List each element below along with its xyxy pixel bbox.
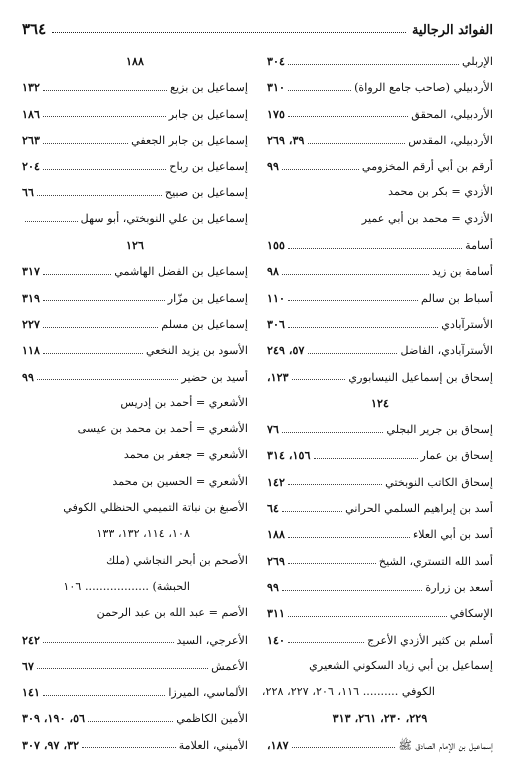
entry-pages: ٢٤٢ (22, 632, 41, 647)
dot-leader (43, 695, 165, 696)
entry-name: الأصبغ بن نباتة التميمي الحنظلي الكوفي (63, 501, 248, 515)
entry-name: أسيد بن حضير (181, 370, 248, 384)
entry-name: إسماعيل بن مزّار (167, 291, 248, 305)
index-entry (22, 679, 248, 705)
dot-leader (82, 747, 176, 748)
entry-pages: ٦٤ (267, 501, 280, 516)
dot-leader (288, 616, 447, 617)
index-entry (267, 653, 493, 679)
index-entry (267, 153, 493, 179)
index-entry (22, 311, 248, 337)
entry-pages: ١٨٦ (22, 106, 41, 121)
index-entry (267, 285, 493, 311)
dot-leader (288, 563, 376, 564)
index-entry (267, 311, 493, 337)
index-entry (22, 153, 248, 179)
entry-name: الأعرجي، السيد (176, 633, 248, 647)
index-entry (267, 337, 493, 363)
entry-name: الأمين الكاظمي (176, 712, 248, 726)
entry-name: أسد بن أبي العلاء (412, 528, 493, 542)
index-entry (267, 74, 493, 100)
index-entry-continuation: الكوفي .......... ١١٦، ٢٠٦، ٢٢٧، ٢٢٨، (261, 685, 435, 699)
index-entry (22, 495, 248, 521)
entry-pages: ٣١٧ (22, 264, 41, 279)
entry-name: إسماعيل بن أبي زياد السكوني الشعيري (309, 658, 493, 672)
entry-name: أسد بن إبراهيم السلمي الحراني (345, 502, 493, 516)
index-entry (22, 548, 248, 574)
dot-leader (282, 511, 342, 512)
index-entry (267, 416, 493, 442)
dot-leader (288, 642, 364, 643)
dot-leader (43, 116, 166, 117)
entry-pages: ١٤٠ (267, 632, 286, 647)
entry-name: الأشعري = جعفر بن محمد (123, 448, 248, 462)
entry-pages: ٢٦٩ (267, 553, 286, 568)
dot-leader (308, 143, 406, 144)
entry-pages: ٢٦٣ (22, 132, 41, 147)
dot-leader (43, 642, 173, 643)
entry-pages: ٩٩ (267, 579, 280, 594)
entry-pages: ١٢٣، (267, 369, 289, 384)
entry-pages: ٥٧، ٢٤٩ (267, 343, 305, 358)
entry-name: الأزدي = بكر بن محمد (388, 185, 493, 199)
index-entry (267, 627, 493, 653)
index-entry (22, 705, 248, 731)
entry-pages: ١٥٦، ٣١٤ (267, 448, 311, 463)
index-entry-continuation: ٢٢٩، ٢٣٠، ٢٦١، ٣١٣ (332, 711, 428, 726)
dot-leader (288, 248, 462, 249)
entry-name: أسعد بن زرارة (425, 580, 493, 594)
index-entry (267, 495, 493, 521)
dot-leader (292, 747, 396, 748)
dot-leader (288, 90, 351, 91)
dot-leader (292, 379, 346, 380)
index-column-right (261, 48, 493, 758)
entry-pages: ١١٠ (267, 290, 286, 305)
entry-name: الأردبيلي (صاحب جامع الرواة) (354, 81, 493, 95)
dot-leader (37, 668, 208, 669)
running-header (22, 12, 493, 38)
dot-leader (282, 274, 429, 275)
index-entry (22, 285, 248, 311)
index-entry (22, 600, 248, 626)
dot-leader (43, 90, 167, 91)
index-entry (267, 469, 493, 495)
entry-name: أرقم بن أبي أرقم المخزومي (361, 160, 493, 174)
entry-name: أسد الله التستري، الشيخ (378, 554, 493, 568)
entry-name: أسباط بن سالم (421, 291, 493, 305)
dot-leader (282, 590, 422, 591)
index-entry (267, 179, 493, 205)
index-entry (22, 442, 248, 468)
entry-name: الأشعري = أحمد بن إدريس (120, 395, 248, 409)
index-entry (267, 574, 493, 600)
index-entry (22, 469, 248, 495)
entry-name: الإربلي (461, 55, 493, 68)
entry-pages: ١٤٢ (267, 474, 286, 489)
header-title: الفوائد الرجالية (411, 23, 493, 38)
index-entry (267, 232, 493, 258)
dot-leader (43, 327, 158, 328)
entry-pages: ٣١١ (267, 606, 286, 621)
index-column-left (22, 48, 248, 758)
entry-name: إسحاق بن إسماعيل النيسابوري (348, 370, 493, 384)
index-entry-continuation: الحبشة) .................. ١٠٦ (63, 579, 190, 593)
index-entry (22, 258, 248, 284)
dot-leader (288, 116, 408, 117)
entry-pages: ٦٦ (22, 185, 35, 200)
index-entry (267, 732, 493, 758)
index-entry-continuation: ١٨٨ (125, 54, 145, 68)
entry-name: الأسترآبادي (441, 317, 493, 331)
entry-pages: ٥٦، ١٩٠، ٣٠٩ (22, 711, 86, 726)
entry-name: إسماعيل بن مسلم (161, 317, 248, 331)
index-entry (267, 48, 493, 74)
entry-pages: ٣٠٤ (267, 54, 286, 68)
index-entry (267, 101, 493, 127)
entry-name: الأصحم بن أبحر النجاشي (ملك (106, 553, 248, 567)
entry-name: الأشعري = أحمد بن محمد بن عيسى (77, 422, 248, 436)
dot-leader (43, 169, 166, 170)
entry-pages: ١٥٥ (267, 238, 286, 253)
index-entry (22, 127, 248, 153)
index-entry (22, 364, 248, 390)
index-entry (22, 179, 248, 205)
index-entry (22, 101, 248, 127)
dot-leader (288, 484, 382, 485)
index-entry (267, 364, 493, 390)
index-entry (267, 258, 493, 284)
entry-name: الأعمش (211, 659, 248, 673)
entry-name: أسامة (465, 239, 493, 253)
entry-pages: ٩٨ (267, 264, 280, 279)
entry-name: الأشعري = الحسين بن محمد (112, 474, 248, 488)
index-entry (22, 74, 248, 100)
entry-pages: ٣٢، ٩٧، ٣٠٧ (22, 737, 80, 752)
entry-name: إسماعيل بن الإمام الصادق ﷺ (398, 738, 493, 752)
index-entry (22, 627, 248, 653)
entry-name: إسماعيل بن الفضل الهاشمي (114, 265, 248, 279)
dot-leader (43, 300, 165, 301)
index-entry (22, 337, 248, 363)
entry-name: إسحاق الكاتب النوبختي (385, 475, 493, 489)
index-entry (267, 521, 493, 547)
dot-leader (25, 221, 78, 222)
entry-pages: ٦٧ (22, 658, 35, 673)
dot-leader (282, 432, 383, 433)
dot-leader (37, 195, 162, 196)
entry-pages: ٣١٩ (22, 290, 41, 305)
entry-name: الإسكافي (449, 607, 493, 621)
dot-leader (288, 537, 410, 538)
index-entry-continuation: ١٢٦ (125, 238, 145, 253)
index-entry (22, 390, 248, 416)
entry-pages: ٣٩، ٢٦٩ (267, 132, 305, 147)
dot-leader (288, 300, 418, 301)
entry-name: إسماعيل بن جابر (168, 107, 248, 121)
entry-name: إسماعيل بن صبيح (164, 186, 248, 200)
entry-name: الأسترآبادي، الفاضل (400, 344, 493, 358)
index-entry (267, 442, 493, 468)
entry-pages: ٣١٠ (267, 80, 286, 95)
entry-pages: ٩٩ (22, 369, 35, 384)
index-entry (22, 206, 248, 232)
dot-leader (88, 721, 173, 722)
entry-pages: ٩٩ (267, 159, 280, 174)
entry-pages: ١٣٢ (22, 80, 41, 95)
entry-name: إسماعيل بن جابر الجعفي (131, 133, 248, 147)
entry-name: الأسود بن يزيد النخعي (145, 344, 248, 358)
index-entry (267, 127, 493, 153)
entry-pages: ٣٠٦ (267, 316, 286, 331)
index-entry (22, 732, 248, 758)
header-dot-leader (52, 32, 406, 33)
page-number: ٣٦٤ (22, 20, 47, 38)
entry-name: الأزدي = محمد بن أبي عمير (361, 211, 493, 225)
index-entry (267, 548, 493, 574)
entry-name: الأردبيلي، المحقق (411, 107, 493, 121)
entry-name: الألماسي، الميرزا (168, 686, 248, 700)
index-entry-continuation: ١٢٤ (370, 395, 390, 410)
entry-name: إسماعيل بن بزيع (170, 81, 248, 95)
index-entry (267, 600, 493, 626)
index-entry (22, 416, 248, 442)
entry-name: إسحاق بن جرير البجلي (386, 423, 493, 437)
entry-name: الأصم = عبد الله بن عبد الرحمن (96, 606, 248, 620)
dot-leader (314, 458, 418, 459)
entry-pages: ١١٨ (22, 343, 41, 358)
dot-leader (288, 327, 438, 328)
entry-pages: ١٧٥ (267, 106, 286, 121)
entry-name: إسماعيل بن علي النوبختي، أبو سهل (80, 211, 248, 225)
entry-pages: ٧٦ (267, 422, 280, 437)
entry-pages: ١٨٧، (267, 737, 289, 752)
dot-leader (43, 143, 128, 144)
dot-leader (288, 64, 459, 65)
dot-leader (43, 274, 111, 275)
index-entry (22, 653, 248, 679)
dot-leader (37, 379, 178, 380)
entry-name: إسحاق بن عمار (420, 449, 493, 463)
dot-leader (282, 169, 359, 170)
entry-pages: ٢٢٧ (22, 316, 41, 331)
entry-name: أسلم بن كثير الأزدي الأعرج (367, 633, 493, 647)
index-entry (267, 206, 493, 232)
entry-name: الأميني، العلامة (178, 738, 248, 752)
entry-pages: ١٤١ (22, 685, 41, 700)
entry-name: الأردبيلي، المقدس (408, 133, 493, 147)
entry-pages: ٢٠٤ (22, 159, 41, 174)
dot-leader (43, 353, 143, 354)
index-entry-continuation: ١٠٨، ١١٤، ١٣٢، ١٣٣ (96, 527, 190, 541)
entry-name: أسامة بن زيد (431, 265, 493, 279)
entry-name: إسماعيل بن رباح (169, 160, 248, 174)
dot-leader (308, 353, 398, 354)
entry-pages: ١٨٨ (267, 527, 286, 542)
